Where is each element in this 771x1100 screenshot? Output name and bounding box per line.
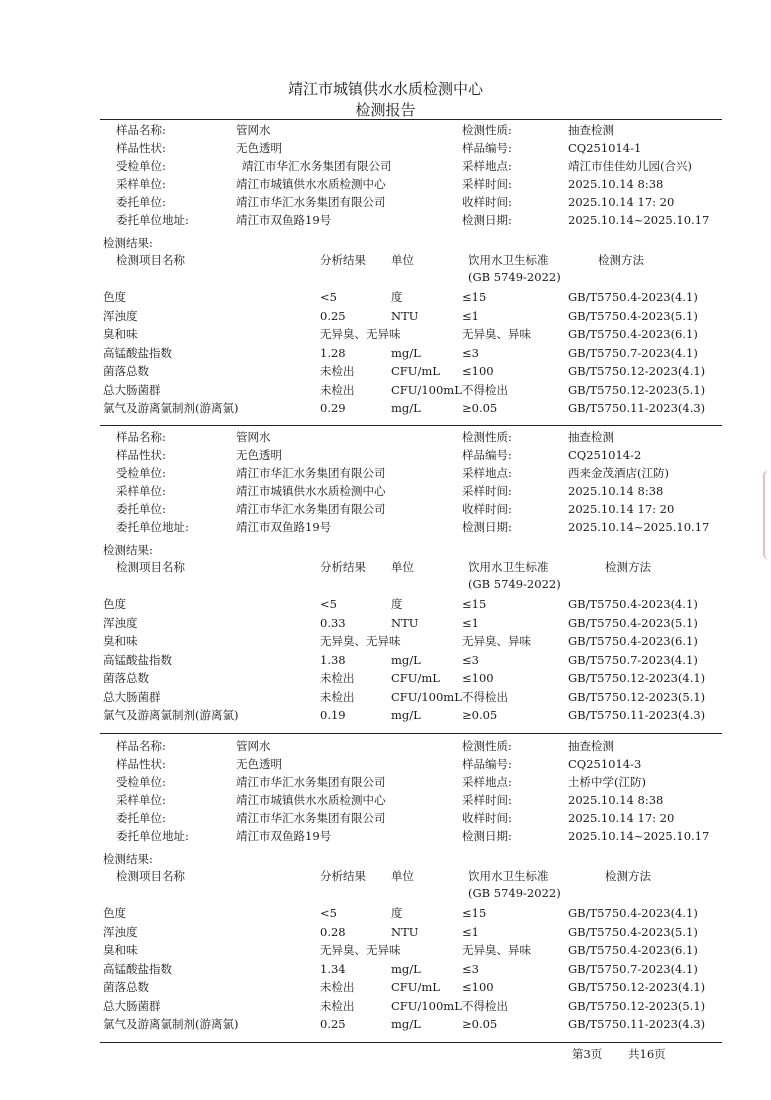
results-heading: 检测结果: [103,543,153,557]
label-test-date: 检测日期: [462,829,512,843]
label-client-unit: 委托单位: [116,811,166,825]
table-cell-standard: ≥0.05 [462,1017,498,1031]
table-cell-method: GB/T5750.4-2023(4.1) [568,597,698,611]
table-cell-result: 未检出 [320,689,355,704]
table-cell-unit: CFU/mL [391,671,440,685]
value-sampling-unit: 靖江市城镇供水水质检测中心 [236,177,386,191]
value-sampling-site: 西来金茂酒店(江防) [568,466,669,480]
value-received-unit: 靖江市华汇水务集团有限公司 [236,466,386,480]
table-cell-method: GB/T5750.4-2023(5.1) [568,615,698,630]
table-cell-result: 0.29 [320,401,346,415]
table-cell-item: 总大肠菌群 [103,689,161,704]
label-received-unit: 受检单位: [116,466,166,480]
table-cell-unit: mg/L [391,961,421,976]
value-test-date: 2025.10.14~2025.10.17 [568,829,710,843]
col-header-standard: 饮用水卫生标准 [468,253,549,267]
table-cell-method: GB/T5750.12-2023(4.1) [568,671,706,685]
label-receipt-time: 收样时间: [462,502,512,516]
table-cell-standard: ≥0.05 [462,708,498,722]
value-sampling-unit: 靖江市城镇供水水质检测中心 [236,484,386,498]
label-sampling-unit: 采样单位: [116,793,166,807]
label-sampling-site: 采样地点: [462,159,512,173]
table-cell-unit: mg/L [391,708,421,722]
table-cell-method: GB/T5750.4-2023(5.1) [568,308,698,323]
table-cell-standard: ≤1 [462,308,479,323]
table-cell-standard: ≤15 [462,906,487,920]
table-cell-method: GB/T5750.12-2023(4.1) [568,364,706,378]
table-cell-item: 色度 [103,597,126,611]
block-divider [100,733,722,734]
bottom-divider [100,1042,722,1043]
value-sampling-unit: 靖江市城镇供水水质检测中心 [236,793,386,807]
table-cell-result: 未检出 [320,980,355,994]
table-cell-item: 浑浊度 [103,308,138,323]
table-cell-method: GB/T5750.12-2023(5.1) [568,689,706,704]
label-test-date: 检测日期: [462,520,512,534]
table-cell-method: GB/T5750.7-2023(4.1) [568,961,698,976]
label-sample-property: 样品性状: [116,141,166,155]
value-received-unit: 靖江市华汇水务集团有限公司 [236,775,386,789]
label-client-unit: 委托单位: [116,195,166,209]
table-cell-standard: ≤100 [462,364,494,378]
label-test-nature: 检测性质: [462,123,512,137]
table-cell-result: 无异臭、无异味 [320,943,401,957]
value-name: 管网水 [236,739,271,753]
value-property: 无色透明 [236,757,282,771]
col-header-item: 检测项目名称 [116,560,185,574]
table-cell-method: GB/T5750.12-2023(5.1) [568,998,706,1013]
table-cell-method: GB/T5750.11-2023(4.3) [568,1017,706,1031]
label-sampling-unit: 采样单位: [116,177,166,191]
col-header-method: 检测方法 [598,253,644,267]
value-receipt-time: 2025.10.14 17: 20 [568,195,675,209]
table-cell-standard: 不得检出 [462,382,508,397]
label-client-address: 委托单位地址: [116,520,189,534]
table-cell-method: GB/T5750.4-2023(6.1) [568,634,698,648]
col-header-method: 检测方法 [605,869,651,883]
table-cell-unit: CFU/100mL [391,382,462,397]
table-cell-result: <5 [320,290,337,304]
table-cell-standard: ≤1 [462,615,479,630]
table-cell-standard: 无异臭、异味 [462,634,531,648]
table-cell-item: 臭和味 [103,634,138,648]
top-divider [100,119,722,120]
table-cell-unit: mg/L [391,652,421,667]
table-cell-unit: mg/L [391,401,421,415]
table-cell-item: 臭和味 [103,943,138,957]
value-client-unit: 靖江市华汇水务集团有限公司 [236,195,386,209]
col-header-item: 检测项目名称 [116,869,185,883]
label-sample-property: 样品性状: [116,448,166,462]
table-cell-result: 无异臭、无异味 [320,327,401,341]
label-sampling-time: 采样时间: [462,793,512,807]
table-cell-method: GB/T5750.4-2023(4.1) [568,290,698,304]
table-cell-item: 总大肠菌群 [103,998,161,1013]
table-cell-standard: 不得检出 [462,998,508,1013]
value-name: 管网水 [236,123,271,137]
table-cell-unit: NTU [391,924,419,939]
table-cell-method: GB/T5750.11-2023(4.3) [568,401,706,415]
col-header-unit: 单位 [391,253,414,267]
label-sample-name: 样品名称: [116,123,166,137]
value-client-address: 靖江市双鱼路19号 [236,829,332,843]
table-cell-item: 高锰酸盐指数 [103,652,172,667]
report-title: 靖江市城镇供水水质检测中心 [287,80,483,98]
table-cell-result: 0.25 [320,308,346,323]
value-sampling-time: 2025.10.14 8:38 [568,484,664,498]
col-header-unit: 单位 [391,869,414,883]
table-cell-item: 氯气及游离氯制剂(游离氯) [103,708,239,722]
table-cell-item: 总大肠菌群 [103,382,161,397]
table-cell-result: 0.25 [320,1017,346,1031]
value-test-nature: 抽查检测 [568,430,614,444]
col-header-standard: 饮用水卫生标准 [468,869,549,883]
table-cell-item: 菌落总数 [103,980,149,994]
label-received-unit: 受检单位: [116,159,166,173]
value-property: 无色透明 [236,448,282,462]
block-divider [100,425,722,426]
col-header-result: 分析结果 [320,869,366,883]
value-sampling-site: 土桥中学(江防) [568,775,646,789]
value-sample-no: CQ251014-2 [568,448,642,462]
label-client-address: 委托单位地址: [116,829,189,843]
col-header-standard-code: (GB 5749-2022) [468,886,561,900]
label-sample-no: 样品编号: [462,141,512,155]
table-cell-unit: 度 [391,597,403,611]
page-total: 共16页 [628,1047,666,1061]
label-sampling-unit: 采样单位: [116,484,166,498]
table-cell-standard: ≤3 [462,345,479,360]
table-cell-unit: mg/L [391,345,421,360]
results-heading: 检测结果: [103,852,153,866]
label-sample-name: 样品名称: [116,430,166,444]
label-received-unit: 受检单位: [116,775,166,789]
table-cell-item: 色度 [103,290,126,304]
value-test-date: 2025.10.14~2025.10.17 [568,520,710,534]
value-sample-no: CQ251014-1 [568,141,642,155]
label-sample-property: 样品性状: [116,757,166,771]
value-sampling-site: 靖江市佳佳幼儿园(合兴) [568,159,692,173]
table-cell-standard: 无异臭、异味 [462,943,531,957]
col-header-standard: 饮用水卫生标准 [468,560,549,574]
value-test-date: 2025.10.14~2025.10.17 [568,213,710,227]
seal-edge [763,470,771,560]
table-cell-standard: ≤1 [462,924,479,939]
label-sample-no: 样品编号: [462,757,512,771]
col-header-method: 检测方法 [605,560,651,574]
results-heading: 检测结果: [103,236,153,250]
col-header-unit: 单位 [391,560,414,574]
label-sampling-time: 采样时间: [462,177,512,191]
value-test-nature: 抽查检测 [568,123,614,137]
table-cell-unit: mg/L [391,1017,421,1031]
table-cell-unit: 度 [391,290,403,304]
table-cell-item: 浑浊度 [103,924,138,939]
table-cell-unit: NTU [391,615,419,630]
col-header-standard-code: (GB 5749-2022) [468,270,561,284]
label-test-nature: 检测性质: [462,430,512,444]
table-cell-method: GB/T5750.4-2023(6.1) [568,943,698,957]
table-cell-method: GB/T5750.4-2023(6.1) [568,327,698,341]
table-cell-standard: ≤15 [462,597,487,611]
table-cell-result: 未检出 [320,364,355,378]
table-cell-unit: 度 [391,906,403,920]
table-cell-standard: 无异臭、异味 [462,327,531,341]
table-cell-method: GB/T5750.11-2023(4.3) [568,708,706,722]
label-test-nature: 检测性质: [462,739,512,753]
table-cell-item: 色度 [103,906,126,920]
table-cell-unit: NTU [391,308,419,323]
table-cell-method: GB/T5750.12-2023(4.1) [568,980,706,994]
value-sampling-time: 2025.10.14 8:38 [568,793,664,807]
value-sample-no: CQ251014-3 [568,757,642,771]
table-cell-method: GB/T5750.4-2023(4.1) [568,906,698,920]
label-client-unit: 委托单位: [116,502,166,516]
table-cell-unit: CFU/100mL [391,689,462,704]
report-subtitle: 检测报告 [355,101,416,119]
table-cell-result: 未检出 [320,998,355,1013]
table-cell-standard: ≤3 [462,961,479,976]
table-cell-standard: ≤100 [462,671,494,685]
table-cell-result: 0.19 [320,708,346,722]
label-sampling-site: 采样地点: [462,775,512,789]
col-header-result: 分析结果 [320,253,366,267]
label-sample-no: 样品编号: [462,448,512,462]
col-header-item: 检测项目名称 [116,253,185,267]
label-receipt-time: 收样时间: [462,195,512,209]
table-cell-method: GB/T5750.4-2023(5.1) [568,924,698,939]
table-cell-method: GB/T5750.7-2023(4.1) [568,652,698,667]
value-test-nature: 抽查检测 [568,739,614,753]
value-client-unit: 靖江市华汇水务集团有限公司 [236,502,386,516]
table-cell-standard: 不得检出 [462,689,508,704]
value-client-address: 靖江市双鱼路19号 [236,520,332,534]
label-sampling-time: 采样时间: [462,484,512,498]
label-test-date: 检测日期: [462,213,512,227]
table-cell-result: 0.33 [320,615,346,630]
table-cell-item: 氯气及游离氯制剂(游离氯) [103,1017,239,1031]
table-cell-result: 1.34 [320,961,346,976]
value-receipt-time: 2025.10.14 17: 20 [568,811,675,825]
value-receipt-time: 2025.10.14 17: 20 [568,502,675,516]
table-cell-method: GB/T5750.12-2023(5.1) [568,382,706,397]
table-cell-result: 无异臭、无异味 [320,634,401,648]
label-sample-name: 样品名称: [116,739,166,753]
label-sampling-site: 采样地点: [462,466,512,480]
value-name: 管网水 [236,430,271,444]
table-cell-result: 未检出 [320,382,355,397]
label-receipt-time: 收样时间: [462,811,512,825]
page-number: 第3页 [572,1047,603,1061]
table-cell-standard: ≥0.05 [462,401,498,415]
table-cell-result: 1.38 [320,652,346,667]
value-property: 无色透明 [236,141,282,155]
table-cell-standard: ≤3 [462,652,479,667]
table-cell-item: 菌落总数 [103,364,149,378]
value-client-address: 靖江市双鱼路19号 [236,213,332,227]
table-cell-item: 高锰酸盐指数 [103,961,172,976]
table-cell-result: 1.28 [320,345,346,360]
table-cell-item: 菌落总数 [103,671,149,685]
value-client-unit: 靖江市华汇水务集团有限公司 [236,811,386,825]
table-cell-item: 高锰酸盐指数 [103,345,172,360]
col-header-standard-code: (GB 5749-2022) [468,577,561,591]
table-cell-result: 未检出 [320,671,355,685]
col-header-result: 分析结果 [320,560,366,574]
table-cell-standard: ≤15 [462,290,487,304]
table-cell-standard: ≤100 [462,980,494,994]
table-cell-result: <5 [320,906,337,920]
table-cell-item: 臭和味 [103,327,138,341]
value-sampling-time: 2025.10.14 8:38 [568,177,664,191]
table-cell-item: 氯气及游离氯制剂(游离氯) [103,401,239,415]
table-cell-unit: CFU/mL [391,980,440,994]
table-cell-method: GB/T5750.7-2023(4.1) [568,345,698,360]
table-cell-unit: CFU/100mL [391,998,462,1013]
table-cell-result: 0.28 [320,924,346,939]
table-cell-unit: CFU/mL [391,364,440,378]
label-client-address: 委托单位地址: [116,213,189,227]
table-cell-result: <5 [320,597,337,611]
value-received-unit: 靖江市华汇水务集团有限公司 [242,159,392,173]
table-cell-item: 浑浊度 [103,615,138,630]
